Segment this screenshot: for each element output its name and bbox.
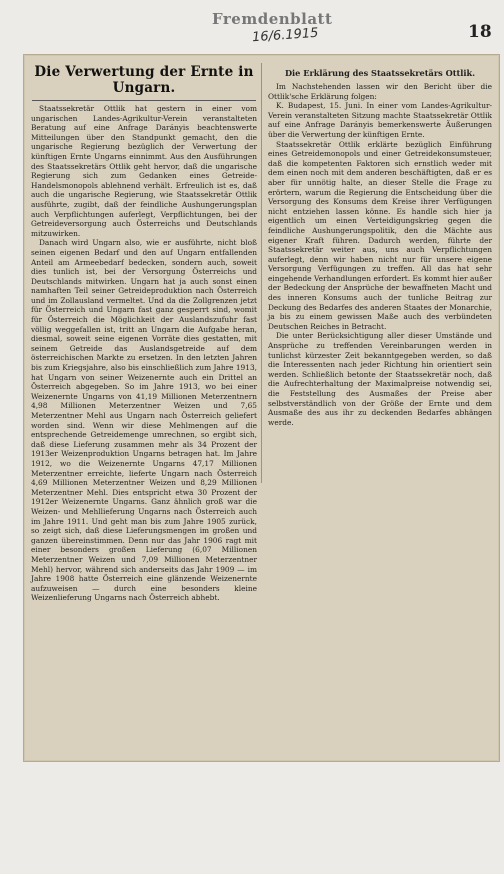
- right-paragraph-1: Im Nachstehenden lassen wir den Bericht über die Ottlik'sche Erklärung folgen:: [268, 82, 492, 101]
- left-article: [28, 58, 260, 754]
- right-paragraph-2: K. Budapest, 15. Juni. In einer vom Landes-Agrikultur-Verein veranstalteten Sitzung machte Staatssekretär Ottlik auf eine Anfrage Darányis bemerkenswerte Äußerungen über die Verwertung der künftigen Ernte.: [268, 101, 492, 139]
- right-article-title: Die Erklärung des Staatssekretärs Ottlik.: [284, 68, 476, 78]
- column-divider: [261, 63, 262, 483]
- newspaper-clipping: [23, 54, 500, 762]
- left-paragraph-2: Danach wird Ungarn also, wie er ausführte, nicht bloß seinen eigenen Bedarf und den auf Ungarn entfallenden Anteil am Armeebedarf bedecken, sondern auch, soweit dies tunlich ist, bei der Versorgung Österreichs und Deutschlands mitwirken. Ungarn hat ja auch sonst einen namhaften Teil seiner Getreideproduktion nach Österreich und im Zollausland vermeltet. Und da die Zollgrenzen jetzt für Österreich und Ungarn fast ganz gesperrt sind, womit für Österreich die Möglichkeit der Auslandszufuhr fast völlig weggefallen ist, tritt an Ungarn die Aufgabe heran, diesmal, soweit seine eigenen Vorräte dies gestatten, mit seinem Getreide das Auslandsgetreide auf dem österreichischen Markte zu ersetzen. In den letzten Jahren bis zum Kriegsjahre, also bis einschließlich zum Jahre 1913, hat Ungarn von seiner Weizenernte auch ein Drittel an Österreich abgegeben. So im Jahre 1913, wo bei einer Weizenernte Ungarns von 41,19 Millionen Meterzentnern 4,98 Millionen Meterzentner Weizen und 7,65 Meterzentner Mehl aus Ungarn nach Österreich geliefert worden sind. Wenn wir diese Mehlmengen auf die entsprechende Getreidemenge umrechnen, so ergibt sich, daß diese Lieferung zusammen mehr als 34 Prozent der 1913er Weizenproduktion Ungarns betragen hat. Im Jahre 1912, wo die Weizenernte Ungarns 47,17 Millionen Meterzentner erreichte, lieferte Ungarn nach Österreich 4,69 Millionen Meterzentner Weizen und 8,29 Millionen Meterzentner Mehl. Dies entspricht etwa 30 Prozent der 1912er Weizenernte Ungarns. Ganz ähnlich groß war die Weizen- und Mehllieferung Ungarns nach Österreich auch im Jahre 1911. Und geht man bis zum Jahre 1905 zurück, so zeigt sich, daß diese Lieferungsmengen im großen und ganzen übereinstimmen. Denn nur das Jahr 1906 ragt mit einer besonders großen Lieferung (6,07 Millionen Meterzentner Weizen und 7,09 Millionen Meterzentner Mehl) hervor, während sich anderseits das Jahr 1909 — im Jahre 1908 hatte Österreich eine glänzende Weizenernte aufzuweisen — durch eine besonders kleine Weizenlieferung Ungarns nach Österreich abhebt.: [31, 238, 257, 603]
- right-article: [265, 58, 495, 478]
- right-paragraph-3: Staatssekretär Ottlik erklärte bezüglich Einführung eines Getreidemonopols und einer Getreidekonsumsteuer, daß die kompetenten Faktoren sich ernstlich weder mit dem einen noch mit dem anderen beschäftigten, daß er es aber für unnötig halte, an dieser Stelle die Frage zu erörtern, warum die Regierung die Entscheidung über die Versorgung des Konsums dem Kreise ihrer Verfügungen nicht entziehen lassen könne. Es handle sich hier ja eigentlich um einen Verteidigungskrieg gegen die feindliche Aushungerungspolitik, den die Mächte aus eigener Kraft führen. Dadurch werden, führte der Staatssekretär weiter aus, uns auch Verpflichtungen auferlegt, denn wir haben nicht nur für unsere eigene Versorgung Verfügungen zu treffen. All das hat sehr eingehende Verhandlungen erfordert. Es kommt hier außer der Bedeckung der Ansprüche der bewaffneten Macht und des inneren Konsums auch der tunliche Beitrag zur Deckung des Bedarfes des anderen Staates der Monarchie, ja bis zu einem gewissen Maße auch des verbündeten Deutschen Reiches in Betracht.: [268, 139, 492, 331]
- left-article-title: Die Verwertung der Ernte in Ungarn.: [34, 64, 254, 96]
- newspaper-name: Fremdenblatt: [212, 10, 333, 28]
- page-number: 18: [468, 22, 492, 42]
- left-paragraph-1: Staatssekretär Ottlik hat gestern in einer vom ungarischen Landes-Agrikultur-Verein veranstalteten Beratung auf eine Anfrage Darányis beachtenswerte Mitteilungen über den Standpunkt gemacht, den die ungarische Regierung bezüglich der Verwertung der künftigen Ernte Ungarns einnimmt. Aus den Ausführungen des Staatssekretärs Ottlik geht hervor, daß die ungarische Regierung sich zum Gedanken eines Getreide-Handelsmonopols ablehnend verhält. Erfreulich ist es, daß auch die ungarische Regierung, wie Staatssekretär Ottlik ausführte, zugibt, daß der feindliche Aushungerungsplan auch Verpflichtungen auferlegt, Verpflichtungen, bei der Getreideversorgung auch Österreichs und Deutschlands mitzuwirken.: [31, 104, 257, 238]
- handwritten-date: 16/6.1915: [251, 25, 319, 46]
- right-article-body: [268, 82, 492, 427]
- left-article-body: [31, 104, 257, 603]
- title-rule: [32, 100, 256, 101]
- right-paragraph-4: Die unter Berücksichtigung aller dieser Umstände und Ansprüche zu treffenden Vereinbarungen werden in tunlichst kürzester Zeit bekanntgegeben werden, so daß die Interessenten nach jeder Richtung hin orientiert sein werden. Schließlich betonte der Staatssekretär noch, daß die Aufrechterhaltung der Maximalpreise notwendig sei, die Feststellung des Ausmaßes der Preise aber selbstverständlich von der Größe der Ernte und dem Ausmaße des aus ihr zu deckenden Bedarfes abhängen werde.: [268, 331, 492, 427]
